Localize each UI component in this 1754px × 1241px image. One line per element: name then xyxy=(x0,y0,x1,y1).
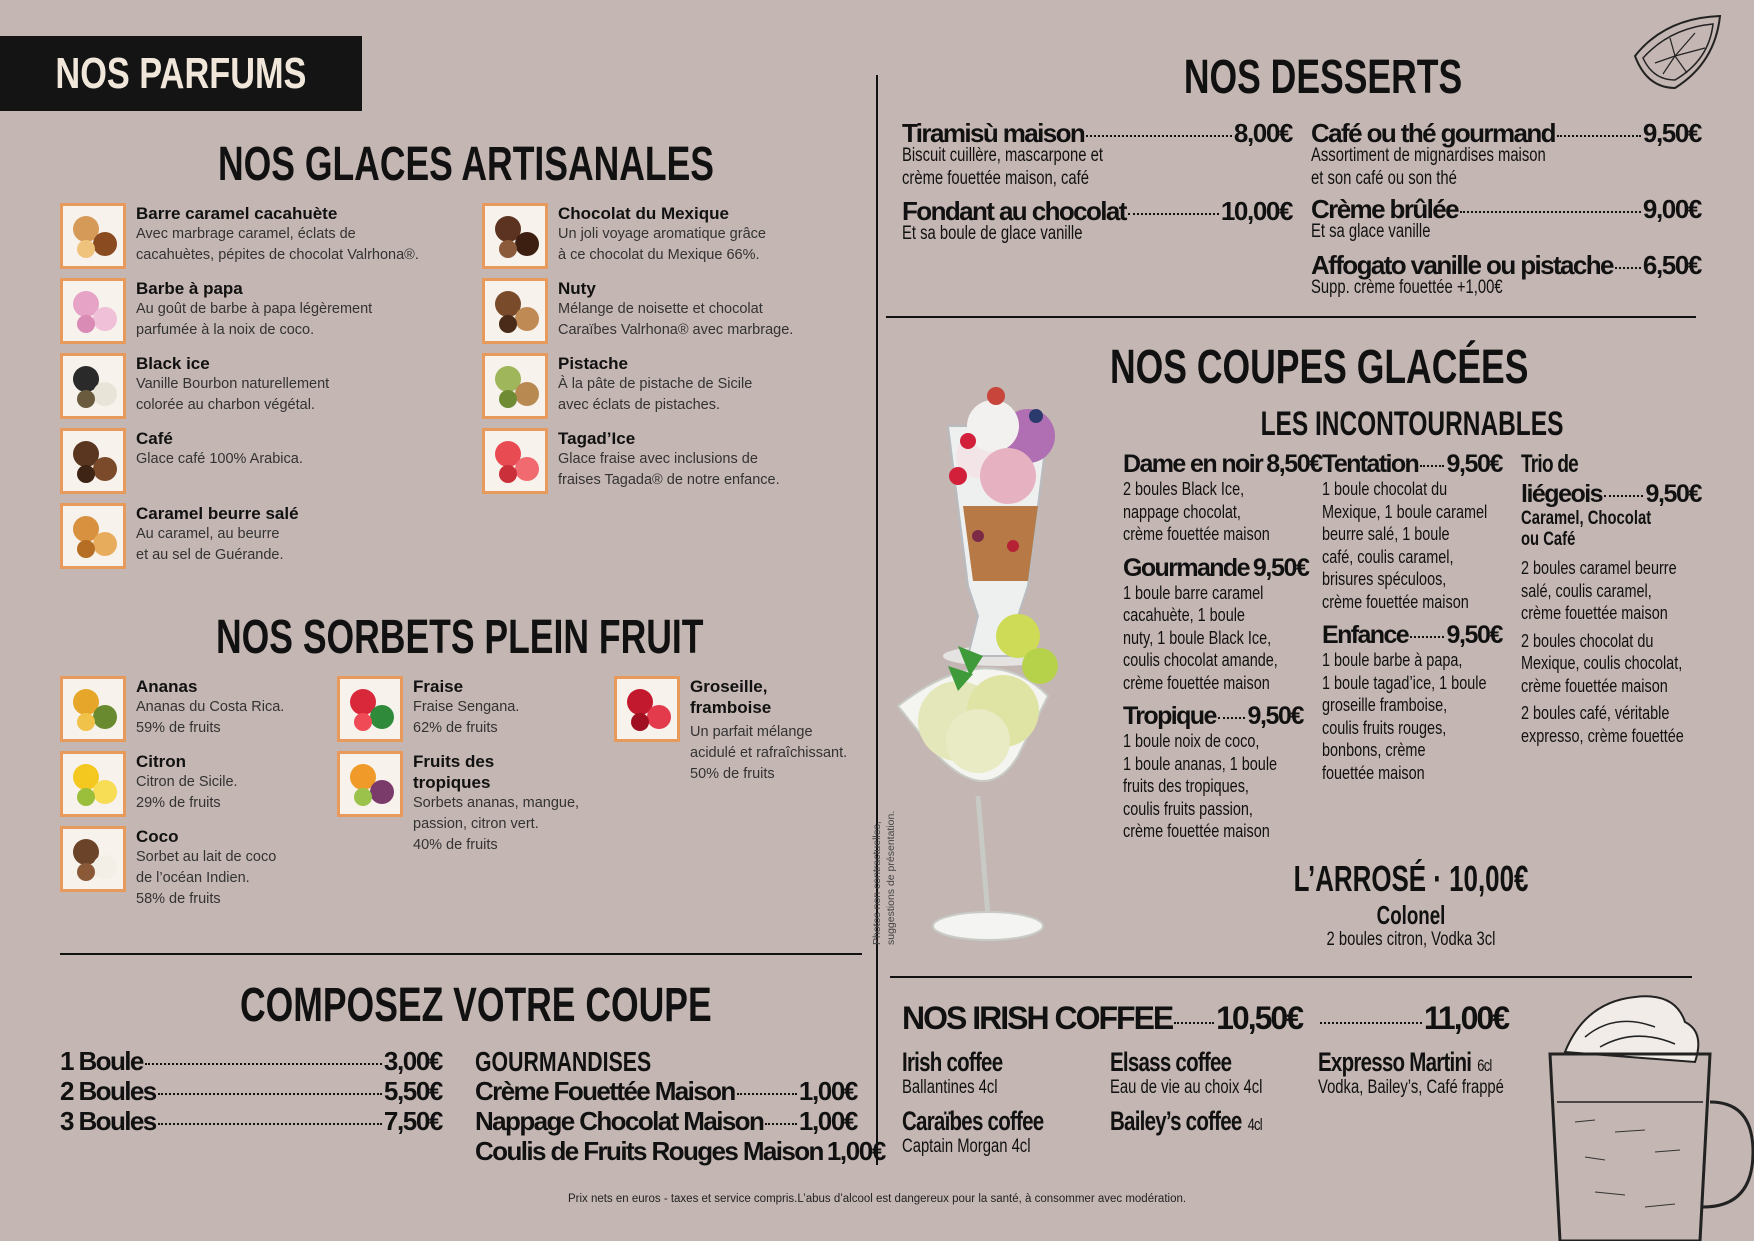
sorbet-citron-name: Citron xyxy=(136,752,187,771)
barre-caramel-name: Barre caramel cacahuète xyxy=(136,204,338,223)
black-ice-thumbnail xyxy=(60,353,126,419)
sorbet-fraise-item xyxy=(337,676,519,742)
sorbet-citron-desc: 29% de fruits xyxy=(136,795,221,811)
sorbet-groseille-thumbnail xyxy=(614,676,680,742)
irish-price-1: 10,50€ xyxy=(1216,1000,1302,1036)
desserts-title: NOS DESSERTS xyxy=(1183,51,1463,104)
coupe-c2-1-dots xyxy=(1410,636,1444,638)
lemon-slice-icon xyxy=(1625,8,1725,94)
sorbet-tropiques-item xyxy=(337,751,579,856)
nuty-name: Nuty xyxy=(558,279,596,298)
coupe-c1-0 xyxy=(1123,450,1322,479)
coupe-c2-0-desc: beurre salé, 1 boule xyxy=(1322,523,1450,544)
coupe-c1-1 xyxy=(1123,553,1309,583)
irish-item-unit: 6cl xyxy=(1477,1056,1492,1075)
black-ice-desc: Vanille Bourbon naturellement xyxy=(136,376,330,392)
black-ice-text xyxy=(136,353,329,419)
coupe-c1-1-desc: nuty, 1 boule Black Ice, xyxy=(1123,626,1272,648)
coupe-c1-2-desc: crème fouettée maison xyxy=(1123,820,1270,841)
irish-item-4-name xyxy=(1318,1047,1492,1078)
pistache-thumbnail xyxy=(482,353,548,419)
gourmandise-row-2-price: 1,00€ xyxy=(798,1106,857,1136)
coupe-c1-2-desc: 1 boule ananas, 1 boule xyxy=(1123,752,1278,774)
gourmandise-row-3-price: 1,00€ xyxy=(826,1136,885,1166)
trio-liegeois-desc: expresso, crème fouettée xyxy=(1521,724,1684,746)
coupe-c1-2-label: Tropique xyxy=(1123,702,1216,730)
trio-liegeois-sub: Caramel, Chocolat xyxy=(1521,508,1652,529)
irish-item-2-name xyxy=(1110,1047,1231,1078)
chocolat-du-mexique-thumbnail xyxy=(482,203,548,269)
gourmandise-row-2-label: Nappage Chocolat Maison xyxy=(475,1106,764,1136)
trio-liegeois-desc: crème fouettée maison xyxy=(1521,602,1668,623)
coupe-c1-2-desc: fruits des tropiques, xyxy=(1123,775,1249,796)
sorbet-coco-thumbnail xyxy=(60,826,126,892)
dessert-fondant-desc: Et sa boule de glace vanille xyxy=(902,223,1083,244)
nuty-item xyxy=(482,278,793,344)
trio-liegeois-row xyxy=(1521,480,1701,509)
irish-item-name: Expresso Martini xyxy=(1318,1047,1472,1077)
trio-liegeois-sub: ou Café xyxy=(1521,529,1576,550)
barbe-a-papa-desc: parfumée à la noix de coco. xyxy=(136,322,315,338)
coupe-c1-2-desc: 1 boule noix de coco, xyxy=(1123,730,1260,751)
pistache-desc: À la pâte de pistache de Sicile xyxy=(558,376,753,392)
boule-row-2 xyxy=(60,1076,442,1107)
coupe-c1-0-label: Dame en noir xyxy=(1123,450,1263,478)
tagadice-item xyxy=(482,428,780,494)
sorbet-coco-desc: Sorbet au lait de coco xyxy=(136,849,277,865)
cafe-text xyxy=(136,428,303,494)
barre-caramel-desc: Avec marbrage caramel, éclats de xyxy=(136,226,356,242)
sorbet-tropiques-name: Fruits des tropiques xyxy=(413,752,495,792)
trio-liegeois-desc: crème fouettée maison xyxy=(1521,674,1668,696)
irish-price2-row xyxy=(1318,1000,1508,1037)
dessert-tiramisu-dots xyxy=(1086,135,1232,137)
pistache-text xyxy=(558,353,752,419)
dessert-affogato-label: Affogato vanille ou pistache xyxy=(1311,250,1613,280)
chocolat-du-mexique-desc: à ce chocolat du Mexique 66%. xyxy=(558,247,760,263)
footer-legal: Prix nets en euros - taxes et service compris.L’abus d’alcool est dangereux pour la santé, à consommer avec modération. xyxy=(567,1193,1187,1205)
dessert-cafe-gourmand-price: 9,50€ xyxy=(1642,118,1701,148)
sorbet-groseille-desc: Un parfait mélange xyxy=(690,724,813,740)
coupe-c1-1-desc: coulis chocolat amande, xyxy=(1123,649,1278,670)
dessert-affogato-price: 6,50€ xyxy=(1642,250,1701,280)
sorbet-citron-desc: Citron de Sicile. xyxy=(136,774,238,790)
sorbet-tropiques-thumbnail xyxy=(337,751,403,817)
coupe-c2-1-price: 9,50€ xyxy=(1446,621,1502,649)
coupe-c1-1-desc: cacahuète, 1 boule xyxy=(1123,604,1245,625)
coupe-c2-1-desc: bonbons, crème xyxy=(1322,739,1426,760)
coupe-c1-0-price: 8,50€ xyxy=(1266,450,1322,478)
coupe-c2-1-desc: groseille framboise, xyxy=(1322,694,1448,715)
barre-caramel-desc: cacahuètes, pépites de chocolat Valrhona®. xyxy=(136,247,419,263)
trio-liegeois-desc: salé, coulis caramel, xyxy=(1521,579,1652,601)
gourmandise-row-1-dots xyxy=(737,1093,797,1095)
nuty-desc: Mélange de noisette et chocolat xyxy=(558,301,763,317)
photo-note-line-1: Photos non contractuelles, xyxy=(871,821,883,945)
sorbet-coco-text xyxy=(136,826,276,910)
coupe-c1-0-desc: crème fouettée maison xyxy=(1123,523,1270,544)
glaces-title: NOS GLACES ARTISANALES xyxy=(218,138,714,191)
sorbet-groseille-name-2: framboise xyxy=(690,698,772,717)
sorbet-citron-item xyxy=(60,751,238,817)
coupe-c1-1-price: 9,50€ xyxy=(1252,553,1309,582)
coupe-c1-2-desc: coulis fruits passion, xyxy=(1123,797,1253,819)
barbe-a-papa-desc: Au goût de barbe à papa légèrement xyxy=(136,301,373,317)
chocolat-du-mexique-text xyxy=(558,203,766,269)
tagadice-thumbnail xyxy=(482,428,548,494)
boule-row-2-price: 5,50€ xyxy=(383,1076,442,1106)
caramel-beurre-sale-name: Caramel beurre salé xyxy=(136,504,299,523)
gourmandise-row-1 xyxy=(475,1076,857,1107)
dessert-cafe-gourmand-label: Café ou thé gourmand xyxy=(1311,118,1555,148)
boule-row-3-price: 7,50€ xyxy=(383,1106,442,1136)
irish-item-name: Irish coffee xyxy=(902,1047,1003,1077)
irish-item-desc: Vodka, Bailey’s, Café frappé xyxy=(1318,1077,1504,1098)
trio-liegeois-price: 9,50€ xyxy=(1645,480,1701,508)
irish-item-1-name xyxy=(902,1106,1043,1137)
chocolat-du-mexique-item xyxy=(482,203,766,269)
trio-liegeois-dots xyxy=(1604,495,1643,497)
irish-dots-2 xyxy=(1320,1022,1422,1024)
barre-caramel-item xyxy=(60,203,419,269)
nuty-text xyxy=(558,278,793,344)
barbe-a-papa-thumbnail xyxy=(60,278,126,344)
divider-composez xyxy=(60,953,862,955)
boule-row-2-label: 2 Boules xyxy=(60,1076,156,1106)
irish-item-unit: 4cl xyxy=(1247,1115,1262,1134)
arrose-title: L’ARROSÉ · 10,00€ xyxy=(1293,858,1529,899)
boule-row-1-dots xyxy=(145,1063,382,1065)
barre-caramel-text xyxy=(136,203,419,269)
coupe-c2-0-price: 9,50€ xyxy=(1446,450,1502,478)
irish-item-name: Elsass coffee xyxy=(1110,1047,1232,1077)
banner-title: NOS PARFUMS xyxy=(55,48,307,98)
coupes-subtitle: LES INCONTOURNABLES xyxy=(1260,405,1564,443)
boule-row-1-price: 3,00€ xyxy=(383,1046,442,1076)
sorbets-title: NOS SORBETS PLEIN FRUIT xyxy=(216,611,704,664)
cafe-thumbnail xyxy=(60,428,126,494)
dessert-cafe-gourmand-desc: et son café ou son thé xyxy=(1311,167,1457,189)
sorbet-ananas-desc: 59% de fruits xyxy=(136,720,221,736)
dessert-creme-brulee-label: Crème brûlée xyxy=(1311,194,1458,224)
sorbet-groseille-desc: 50% de fruits xyxy=(690,766,775,782)
trio-liegeois-desc: Mexique, coulis chocolat, xyxy=(1521,652,1683,673)
sorbet-coco-item xyxy=(60,826,276,910)
trio-liegeois-label-2: liégeois xyxy=(1521,480,1603,508)
dessert-fondant-price: 10,00€ xyxy=(1220,196,1292,226)
caramel-beurre-sale-desc: Au caramel, au beurre xyxy=(136,526,280,542)
photo-note-line-2: suggestions de présentation. xyxy=(885,810,897,945)
boule-row-1-label: 1 Boule xyxy=(60,1046,143,1076)
cafe-name: Café xyxy=(136,429,173,448)
trio-liegeois-label-1: Trio de xyxy=(1521,450,1578,478)
tagadice-desc: fraises Tagada® de notre enfance. xyxy=(558,472,780,488)
sorbet-citron-text xyxy=(136,751,238,817)
sorbet-groseille-text xyxy=(690,676,847,785)
irish-item-3-name xyxy=(1110,1106,1262,1137)
dessert-fondant-dots xyxy=(1128,213,1219,215)
coupe-c2-1-desc: coulis fruits rouges, xyxy=(1322,716,1447,738)
nuty-desc: Caraïbes Valrhona® avec marbrage. xyxy=(558,322,794,338)
sorbet-tropiques-text xyxy=(413,751,579,856)
pistache-desc: avec éclats de pistaches. xyxy=(558,397,721,413)
irish-item-desc: Captain Morgan 4cl xyxy=(902,1136,1031,1157)
sorbet-tropiques-desc: 40% de fruits xyxy=(413,837,498,853)
tagadice-text xyxy=(558,428,780,494)
gourmandise-row-2 xyxy=(475,1106,857,1137)
coupes-title: NOS COUPES GLACÉES xyxy=(1110,341,1529,394)
coupe-c2-0-desc: café, coulis caramel, xyxy=(1322,545,1454,567)
dessert-tiramisu-label: Tiramisù maison xyxy=(902,118,1085,148)
trio-liegeois-desc: 2 boules caramel beurre xyxy=(1521,557,1677,578)
dessert-tiramisu-desc: crème fouettée maison, café xyxy=(902,167,1090,189)
irish-title-row xyxy=(902,1000,1302,1037)
boule-row-3-label: 3 Boules xyxy=(60,1106,156,1136)
barbe-a-papa-name: Barbe à papa xyxy=(136,279,243,298)
coupe-c2-0-label: Tentation xyxy=(1322,450,1419,478)
caramel-beurre-sale-item xyxy=(60,503,299,569)
dessert-cafe-gourmand-desc: Assortiment de mignardises maison xyxy=(1311,145,1546,166)
dessert-creme-brulee-price: 9,00€ xyxy=(1642,194,1701,224)
sorbet-citron-thumbnail xyxy=(60,751,126,817)
coupe-c1-1-label: Gourmande xyxy=(1123,553,1249,582)
nuty-thumbnail xyxy=(482,278,548,344)
sorbet-coco-desc: de l’océan Indien. xyxy=(136,870,250,886)
sorbet-groseille-name: Groseille, xyxy=(690,677,768,696)
coupe-c2-0-desc: Mexique, 1 boule caramel xyxy=(1322,500,1488,522)
cafe-item xyxy=(60,428,303,494)
coupe-c2-0-dots xyxy=(1420,465,1444,467)
sorbet-fraise-desc: 62% de fruits xyxy=(413,720,498,736)
coupe-c1-0-desc: 2 boules Black Ice, xyxy=(1123,478,1245,499)
sorbet-fraise-thumbnail xyxy=(337,676,403,742)
cafe-desc: Glace café 100% Arabica. xyxy=(136,451,303,467)
coupe-c1-0-desc: nappage chocolat, xyxy=(1123,500,1241,522)
coupe-c2-0-desc: crème fouettée maison xyxy=(1322,590,1469,612)
gourmandise-row-3 xyxy=(475,1136,885,1167)
pistache-name: Pistache xyxy=(558,354,628,373)
irish-item-desc: Eau de vie au choix 4cl xyxy=(1110,1077,1263,1098)
coupe-c2-0-desc: 1 boule chocolat du xyxy=(1322,478,1448,499)
divider-irish xyxy=(890,976,1692,978)
sorbet-groseille-desc: acidulé et rafraîchissant. xyxy=(690,745,848,761)
sorbet-coco-desc: 58% de fruits xyxy=(136,891,221,907)
arrose-name: Colonel xyxy=(1376,900,1446,930)
tagadice-desc: Glace fraise avec inclusions de xyxy=(558,451,758,467)
sorbet-fraise-text xyxy=(413,676,519,742)
barbe-a-papa-text xyxy=(136,278,372,344)
banner xyxy=(0,36,362,111)
composez-title: COMPOSEZ VOTRE COUPE xyxy=(240,979,712,1032)
dessert-affogato-desc: Supp. crème fouettée +1,00€ xyxy=(1311,277,1503,298)
barre-caramel-thumbnail xyxy=(60,203,126,269)
boule-row-3-dots xyxy=(158,1123,382,1125)
coupe-c1-1-desc: 1 boule barre caramel xyxy=(1123,581,1264,603)
tagadice-name: Tagad’Ice xyxy=(558,429,636,448)
arrose-desc: 2 boules citron, Vodka 3cl xyxy=(1326,929,1496,950)
dessert-affogato-dots xyxy=(1615,267,1641,269)
dessert-creme-brulee-dots xyxy=(1460,211,1641,213)
caramel-beurre-sale-desc: et au sel de Guérande. xyxy=(136,547,284,563)
boule-row-2-dots xyxy=(158,1093,382,1095)
coupe-c1-2 xyxy=(1123,702,1303,731)
irish-item-0-name xyxy=(902,1047,1002,1078)
sorbet-fraise-name: Fraise xyxy=(413,677,464,696)
sorbet-ananas-thumbnail xyxy=(60,676,126,742)
coupe-c2-1-desc: fouettée maison xyxy=(1322,761,1425,783)
dessert-creme-brulee-desc: Et sa glace vanille xyxy=(1311,221,1431,242)
boule-row-1 xyxy=(60,1046,442,1077)
irish-dots xyxy=(1174,1022,1214,1024)
black-ice-name: Black ice xyxy=(136,354,210,373)
barbe-a-papa-item xyxy=(60,278,372,344)
sundae-illustration xyxy=(878,336,1106,976)
irish-item-desc: Ballantines 4cl xyxy=(902,1077,998,1098)
irish-price-2: 11,00€ xyxy=(1423,1000,1508,1036)
coupe-c2-0 xyxy=(1322,450,1502,479)
coupe-c2-1-desc: 1 boule tagad’ice, 1 boule xyxy=(1322,671,1487,693)
gourmandise-row-3-label: Coulis de Fruits Rouges Maison xyxy=(475,1136,823,1166)
dessert-tiramisu-desc: Biscuit cuillère, mascarpone et xyxy=(902,145,1103,166)
coupe-c1-2-price: 9,50€ xyxy=(1247,702,1303,730)
photo-note xyxy=(870,811,898,945)
irish-item-name: Bailey’s coffee xyxy=(1110,1106,1242,1136)
sorbet-ananas-item xyxy=(60,676,284,742)
sorbet-tropiques-desc: passion, citron vert. xyxy=(413,816,539,832)
coupe-c2-1-label: Enfance xyxy=(1322,621,1409,649)
caramel-beurre-sale-text xyxy=(136,503,299,569)
boule-row-3 xyxy=(60,1106,442,1137)
chocolat-du-mexique-desc: Un joli voyage aromatique grâce xyxy=(558,226,766,242)
sorbet-ananas-desc: Ananas du Costa Rica. xyxy=(136,699,285,715)
coupe-c1-1-desc: crème fouettée maison xyxy=(1123,671,1270,693)
dessert-cafe-gourmand-dots xyxy=(1557,135,1641,137)
sorbet-groseille-item xyxy=(614,676,847,785)
sorbet-ananas-text xyxy=(136,676,284,742)
coupe-c1-2-dots xyxy=(1218,717,1246,719)
gourmandises-title: GOURMANDISES xyxy=(475,1046,652,1077)
gourmandise-row-1-price: 1,00€ xyxy=(798,1076,857,1106)
chocolat-du-mexique-name: Chocolat du Mexique xyxy=(558,204,729,223)
gourmandise-row-1-label: Crème Fouettée Maison xyxy=(475,1076,735,1106)
sorbet-tropiques-desc: Sorbets ananas, mangue, xyxy=(413,795,580,811)
sorbet-ananas-name: Ananas xyxy=(136,677,198,696)
black-ice-desc: colorée au charbon végétal. xyxy=(136,397,315,413)
trio-liegeois-desc: 2 boules café, véritable xyxy=(1521,702,1670,723)
coupe-c2-1-desc: 1 boule barbe à papa, xyxy=(1322,649,1463,670)
pistache-item xyxy=(482,353,752,419)
coupe-c2-0-desc: brisures spéculoos, xyxy=(1322,568,1447,589)
dessert-tiramisu-price: 8,00€ xyxy=(1233,118,1292,148)
black-ice-item xyxy=(60,353,329,419)
irish-title: NOS IRISH COFFEE xyxy=(902,1000,1173,1036)
trio-liegeois-desc: 2 boules chocolat du xyxy=(1521,629,1654,651)
gourmandise-row-2-dots xyxy=(765,1123,797,1125)
coupe-c2-1 xyxy=(1322,621,1502,650)
caramel-beurre-sale-thumbnail xyxy=(60,503,126,569)
irish-item-name: Caraïbes coffee xyxy=(902,1106,1044,1136)
sorbet-coco-name: Coco xyxy=(136,827,179,846)
sorbet-fraise-desc: Fraise Sengana. xyxy=(413,699,520,715)
dessert-fondant-label: Fondant au chocolat xyxy=(902,196,1126,226)
divider-desserts xyxy=(886,316,1696,318)
